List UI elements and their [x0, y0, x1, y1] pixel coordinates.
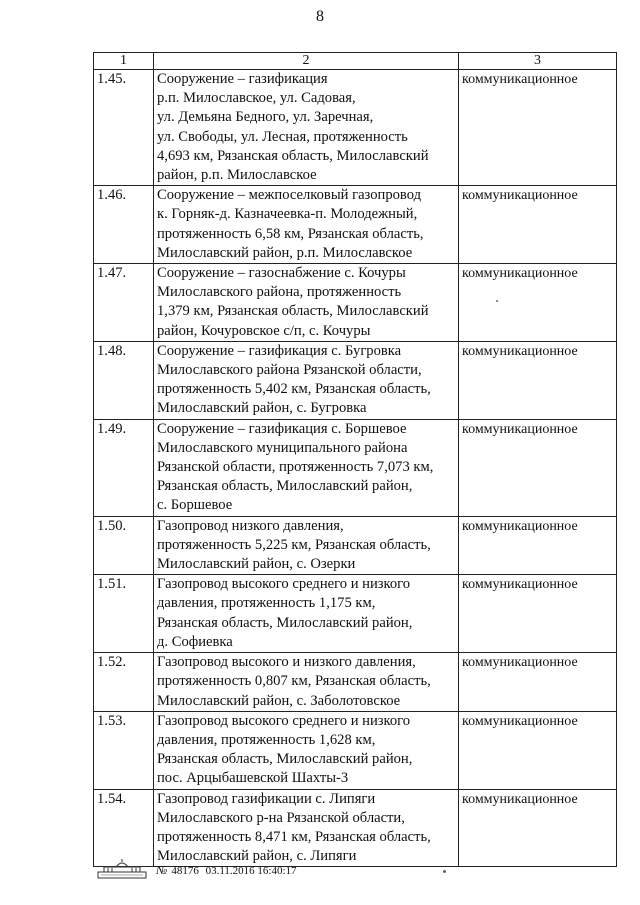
scan-speck [496, 300, 498, 302]
description-line: Рязанская область, Милославский район, [157, 478, 413, 495]
object-description [154, 516, 459, 575]
description-line: Милославский район, с. Бугровка [157, 400, 367, 417]
description-line: ул. Свободы, ул. Лесная, протяженность [157, 128, 408, 145]
object-category: коммуникационное [459, 789, 617, 867]
table-row [94, 516, 617, 575]
description-line: д. Софиевка [157, 633, 233, 650]
row-number: 1.45. [94, 70, 154, 186]
object-category: коммуникационное [459, 70, 617, 186]
row-number: 1.53. [94, 711, 154, 789]
table-row [94, 70, 617, 186]
description-line: 1,379 км, Рязанская область, Милославский [157, 303, 429, 320]
table-row [94, 419, 617, 516]
table-row [94, 653, 617, 712]
description-line: протяженность 6,58 км, Рязанская область, [157, 225, 424, 242]
description-line: Рязанской области, протяженность 7,073 км, [157, 459, 434, 476]
description-line: ул. Демьяна Бедного, ул. Заречная, [157, 109, 374, 126]
row-number: 1.54. [94, 789, 154, 867]
description-line: Милославский район, р.п. Милославское [157, 244, 413, 261]
description-line: Милославского района Рязанской области, [157, 362, 422, 379]
object-category: коммуникационное [459, 186, 617, 264]
row-number: 1.48. [94, 341, 154, 419]
description-line: 4,693 км, Рязанская область, Милославский [157, 147, 429, 164]
object-category: коммуникационное [459, 341, 617, 419]
column-header-number: 1 [94, 53, 154, 70]
table-row [94, 789, 617, 867]
description-line: Рязанская область, Милославский район, [157, 751, 413, 768]
row-number: 1.51. [94, 575, 154, 653]
document-number: 48176 [171, 865, 199, 877]
description-line: Сооружение – газификация с. Боршевое [157, 420, 407, 437]
number-sign: № [156, 863, 168, 877]
object-description [154, 186, 459, 264]
building-stamp-icon [96, 858, 148, 880]
object-description [154, 789, 459, 867]
description-line: Газопровод газификации с. Липяги [157, 790, 376, 807]
description-line: Газопровод низкого давления, [157, 517, 344, 534]
table-row [94, 186, 617, 264]
table-row [94, 575, 617, 653]
table-row [94, 264, 617, 342]
table-row [94, 341, 617, 419]
description-line: Милославский район, с. Озерки [157, 556, 356, 573]
description-line: Сооружение – газификация [157, 71, 328, 87]
description-line: Газопровод высокого среднего и низкого [157, 576, 411, 593]
description-line: протяженность 5,225 км, Рязанская область, [157, 536, 431, 553]
registration-number [156, 863, 297, 878]
description-line: протяженность 5,402 км, Рязанская область, [157, 381, 431, 398]
scan-speck [443, 870, 446, 873]
description-line: с. Боршевое [157, 497, 233, 514]
table-body [94, 70, 617, 867]
description-line: Милославский район, с. Заболотовское [157, 692, 401, 709]
document-table [93, 52, 617, 867]
object-description [154, 341, 459, 419]
description-line: Рязанская область, Милославский район, [157, 614, 413, 631]
registration-timestamp: 03.11.2016 16:40:17 [205, 865, 297, 877]
description-line: к. Горняк-д. Казначеевка-п. Молодежный, [157, 206, 418, 223]
description-line: протяженность 8,471 км, Рязанская область, [157, 828, 431, 845]
object-description [154, 264, 459, 342]
object-description [154, 653, 459, 712]
table-header [94, 53, 617, 70]
object-description [154, 711, 459, 789]
description-line: Сооружение – газификация с. Бугровка [157, 342, 402, 359]
description-line: Сооружение – газоснабжение с. Кочуры [157, 265, 406, 282]
description-line: Газопровод высокого среднего и низкого [157, 712, 411, 729]
description-line: Милославского р-на Рязанской области, [157, 809, 405, 826]
description-line: Газопровод высокого и низкого давления, [157, 654, 416, 671]
description-line: Милославский район, с. Липяги [157, 848, 357, 865]
object-description [154, 419, 459, 516]
object-description [154, 575, 459, 653]
description-line: пос. Арцыбашевской Шахты-3 [157, 770, 349, 787]
object-category: коммуникационное [459, 711, 617, 789]
row-number: 1.46. [94, 186, 154, 264]
table-header-row [94, 53, 617, 70]
description-line: давления, протяженность 1,628 км, [157, 731, 376, 748]
table-row [94, 711, 617, 789]
description-line: Милославского района, протяженность [157, 284, 402, 301]
description-line: Сооружение – межпоселковый газопровод [157, 187, 422, 204]
column-header-object: 2 [154, 53, 459, 70]
object-description [154, 70, 459, 186]
page-number: 8 [316, 8, 324, 25]
object-category: коммуникационное [459, 419, 617, 516]
footer [96, 858, 297, 880]
description-line: давления, протяженность 1,175 км, [157, 595, 376, 612]
description-line: район, Кочуровское с/п, с. Кочуры [157, 322, 371, 339]
description-line: р.п. Милославское, ул. Садовая, [157, 90, 356, 107]
description-line: район, р.п. Милославское [157, 167, 317, 184]
row-number: 1.47. [94, 264, 154, 342]
description-line: Милославского муниципального района [157, 439, 408, 456]
row-number: 1.52. [94, 653, 154, 712]
row-number: 1.50. [94, 516, 154, 575]
object-category: коммуникационное [459, 653, 617, 712]
description-line: протяженность 0,807 км, Рязанская область, [157, 673, 431, 690]
object-category: коммуникационное [459, 516, 617, 575]
row-number: 1.49. [94, 419, 154, 516]
column-header-category: 3 [459, 53, 617, 70]
object-category: коммуникационное [459, 264, 617, 342]
object-category: коммуникационное [459, 575, 617, 653]
